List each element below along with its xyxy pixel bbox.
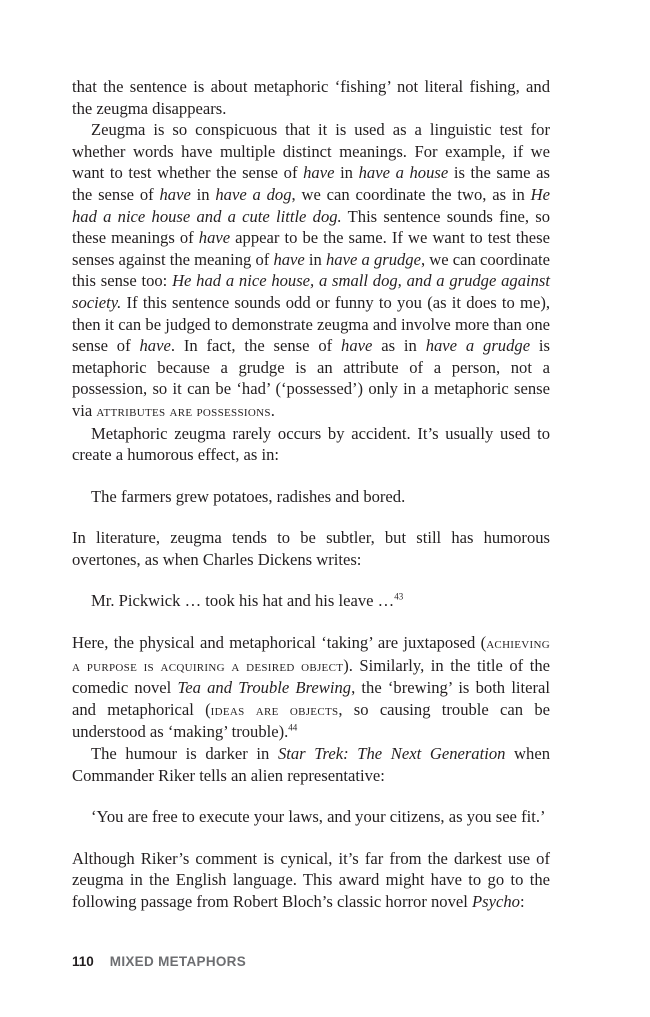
text-run: The humour is darker in (91, 744, 278, 764)
italic-text: Psycho (472, 892, 520, 911)
body-paragraph (72, 632, 550, 743)
text-run: , the ‘brewing’ is both literal and metaphorical ( (72, 678, 551, 719)
text-run: Metaphoric zeugma rarely occurs by accident. It’s usually used to create a humorous effect, as in: (72, 423, 550, 465)
example-quote (91, 590, 550, 612)
italic-text: have (139, 336, 171, 356)
text-run: when Commander Riker tells an alien representative: (72, 744, 550, 785)
italic-text: have (273, 249, 305, 269)
text-run: in (334, 163, 359, 183)
text-run: Zeugma is so conspicuous that it is used as a linguistic test for whether words have multiple distinct meanings. For example, if we want to test whether the sense of (72, 120, 550, 183)
text-run: , so causing trouble can be understood as ‘making’ trouble). (72, 699, 550, 742)
small-caps-text: attributes are possessions (96, 402, 271, 420)
body-paragraph (72, 527, 550, 570)
italic-text: have (159, 184, 191, 204)
text-run: Here, the physical and metaphorical ‘taking’ are juxtaposed ( (72, 633, 487, 653)
body-paragraph (72, 743, 550, 786)
text-run: The farmers grew potatoes, radishes and bored. (91, 486, 406, 506)
italic-text: have (341, 336, 373, 356)
text-run: Mr. Pickwick … took his hat and his leave … (91, 591, 395, 611)
italic-text: have a grudge (425, 336, 531, 356)
text-run: . In fact, the sense of (170, 336, 342, 356)
small-caps-text: achieving a purpose is acquiring a desired object (72, 635, 550, 675)
italic-text: have a grudge (326, 249, 421, 269)
italic-text: Tea and Trouble Brewing (177, 678, 352, 698)
text-run: : (519, 892, 525, 911)
text-run: In literature, zeugma tends to be subtler, but still has humorous overtones, as when Charles Dickens writes: (72, 528, 550, 569)
page-number: 110 (72, 954, 94, 969)
text-run: , we can coordinate the two, as in (291, 184, 531, 204)
text-run: , we can coordinate this sense too: (72, 249, 550, 291)
text-run: in (304, 249, 326, 269)
italic-text: have a house (358, 163, 449, 183)
body-paragraph (72, 423, 550, 466)
text-run: in (190, 184, 216, 204)
text-run: ‘You are free to execute your laws, and your citizens, as you see fit.’ (91, 807, 546, 827)
body-paragraph (72, 119, 550, 422)
italic-text: have (303, 163, 335, 183)
text-run: that the sentence is about metaphoric ‘fishing’ not literal fishing, and the zeugma disappears. (72, 77, 550, 118)
text-run: This sentence sounds fine, so these meanings of (72, 206, 550, 248)
italic-text: He had a nice house and a cute little dog. (72, 184, 550, 226)
text-run: as in (372, 336, 426, 356)
text-run: . (270, 400, 275, 420)
text-run: appear to be the same. If we want to test these senses against the meaning of (72, 228, 550, 269)
page-body (72, 76, 550, 913)
body-paragraph (72, 848, 550, 913)
italic-text: Star Trek: The Next Generation (277, 744, 506, 764)
text-run: is metaphoric because a grudge is an attribute of a person, not a possession, so it can be ‘had’ (‘possessed’) only in a metaphoric sense via (72, 336, 550, 420)
example-quote (91, 486, 550, 508)
italic-text: have (198, 228, 231, 248)
small-caps-text: ideas are objects (210, 701, 339, 719)
text-run: is the same as the sense of (72, 163, 550, 204)
text-run: ). Similarly, in the title of the comedic novel (72, 655, 550, 698)
text-run: Although Riker’s comment is cynical, it’s far from the darkest use of zeugma in the English language. This award might have to go to the following passage from Robert Bloch’s classic horror novel (72, 848, 550, 911)
text-run: If this sentence sounds odd or funny to you (as it does to me), then it can be judged to demonstrate zeugma and involve more than one sense of (72, 292, 550, 356)
footnote-ref: 44 (288, 722, 298, 733)
italic-text: He had a nice house, a small dog, and a grudge against society. (72, 271, 550, 312)
body-paragraph (72, 76, 550, 119)
page-footer (72, 954, 246, 969)
italic-text: have a dog (215, 184, 292, 204)
footnote-ref: 43 (394, 591, 404, 602)
example-quote (91, 806, 550, 828)
running-head: MIXED METAPHORS (109, 954, 247, 969)
